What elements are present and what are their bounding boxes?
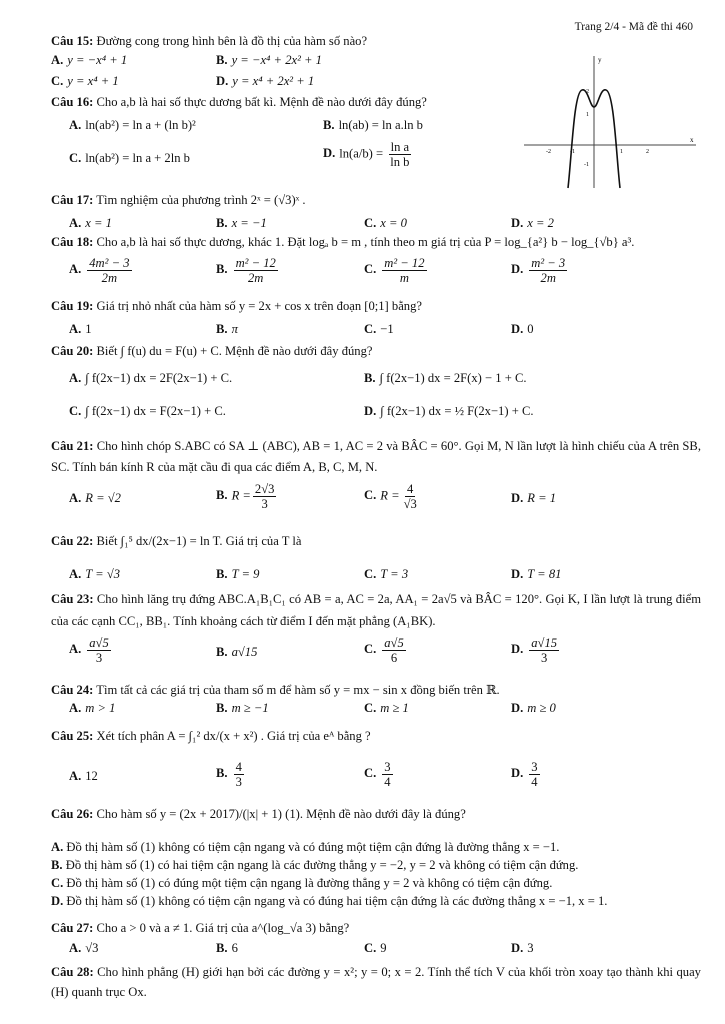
option-c[interactable]: C. x = 0 (364, 216, 407, 230)
option-d[interactable]: D. 0 (511, 322, 534, 336)
x-tick: -1 (570, 149, 575, 155)
option-a[interactable]: A. $\frac{\text{4m² − 3}}{2m}$ (69, 256, 130, 285)
option-b[interactable]: B. Đồ thị hàm số (1) có hai tiệm cận ngang là các đường thẳng y = −2, y = 2 và không có tiệm cận đứng. (51, 858, 579, 872)
question-28 (51, 962, 701, 1002)
question-label: Câu 19: (51, 299, 94, 313)
question-24 (51, 682, 701, 699)
function-graph (520, 52, 700, 190)
option-a[interactable]: A. Đồ thị hàm số (1) không có tiệm cận ngang và có đúng một tiệm cận đứng là đường thẳng x = −1. (51, 840, 560, 854)
question-text: Xét tích phân A = ∫₁² dx/(x + x²) . Giá trị của eᴬ bằng ? (96, 729, 371, 743)
question-text: Cho hình phẳng (H) giới hạn bởi các đường y = x²; y = 0; x = 2. Tính thể tích V của khối tròn xoay tạo thành khi quay (H) quanh trục Ox. (51, 965, 701, 999)
option-d[interactable]: D. T = 81 (511, 567, 562, 581)
question-label: Câu 23: (51, 592, 94, 606)
option-b[interactable]: B. ln(ab) = ln a.ln b (323, 118, 423, 132)
option-c[interactable]: C. $\frac{\text{m² − 12}}{m}$ (364, 256, 425, 285)
option-d[interactable]: D. $\frac{3}{4}$ (511, 760, 538, 789)
question-label: Câu 24: (51, 683, 94, 697)
option-a[interactable]: A. ln(ab²) = ln a + (ln b)² (69, 118, 196, 132)
option-a[interactable]: A. 12 (69, 769, 98, 783)
option-d[interactable]: D. ∫ f(2x−1) dx = ½ F(2x−1) + C. (364, 404, 534, 418)
y-axis-label: y (598, 56, 602, 64)
option-c[interactable]: C. −1 (364, 322, 394, 336)
option-b[interactable]: B. ∫ f(2x−1) dx = 2F(x) − 1 + C. (364, 371, 527, 385)
question-16 (51, 94, 701, 111)
option-b[interactable]: B. x = −1 (216, 216, 267, 230)
option-c[interactable]: C. $\frac{3}{4}$ (364, 760, 391, 789)
option-c[interactable]: C. 9 (364, 941, 387, 955)
y-tick: -1 (584, 162, 589, 168)
option-d[interactable]: D. $\frac{\text{m² − 3}}{2m}$ (511, 256, 566, 285)
option-a[interactable]: A. m > 1 (69, 701, 116, 715)
option-b[interactable]: B. y = −x⁴ + 2x² + 1 (216, 53, 322, 67)
question-label: Câu 28: (51, 965, 94, 979)
option-c[interactable]: C. ∫ f(2x−1) dx = F(2x−1) + C. (69, 404, 226, 418)
x-tick: 2 (646, 149, 649, 155)
question-label: Câu 16: (51, 95, 94, 109)
option-b[interactable]: B. $\frac{4}{3}$ (216, 760, 242, 789)
question-text: Tìm nghiệm của phương trình 2ˣ = (√3)ˣ . (96, 193, 306, 207)
question-text: Đường cong trong hình bên là đồ thị của hàm số nào? (96, 34, 368, 48)
question-label: Câu 22: (51, 534, 94, 548)
question-text: Biết ∫ f(u) du = F(u) + C. Mệnh đề nào dưới đây đúng? (96, 344, 373, 358)
question-26 (51, 806, 701, 823)
question-text: Biết ∫₁⁵ dx/(2x−1) = ln T. Giá trị của T là (96, 534, 302, 548)
x-tick: 1 (620, 149, 623, 155)
question-label: Câu 27: (51, 921, 94, 935)
question-label: Câu 15: (51, 34, 94, 48)
option-c[interactable]: C. $\frac{a√5}{6}$ (364, 636, 404, 665)
option-c[interactable]: C. T = 3 (364, 567, 409, 581)
option-d[interactable]: D. $\frac{a√15}{3}$ (511, 636, 558, 665)
option-c[interactable]: C. m ≥ 1 (364, 701, 409, 715)
question-25 (51, 728, 701, 745)
option-d[interactable]: D. R = 1 (511, 491, 557, 505)
question-text: Tìm tất cả các giá trị của tham số m để hàm số y = mx − sin x đồng biến trên ℝ. (96, 683, 500, 697)
option-c[interactable]: C. R = $\frac{4}{√3}$ (364, 482, 417, 511)
question-text: Cho a,b là hai số thực dương, khác 1. Đặt logₐ b = m , tính theo m giá trị của P = log_{a²} b − log_{√b} a³. (96, 235, 635, 249)
option-a[interactable]: A. T = √3 (69, 567, 121, 581)
question-22 (51, 533, 701, 550)
option-b[interactable]: B. a√15 (216, 645, 258, 659)
option-d[interactable]: D. m ≥ 0 (511, 701, 556, 715)
question-17 (51, 192, 505, 209)
page-header: Trang 2/4 - Mã đề thi 460 (574, 21, 693, 33)
option-b[interactable]: B. $\frac{\text{m² − 12}}{2m}$ (216, 256, 276, 285)
option-a[interactable]: A. ∫ f(2x−1) dx = 2F(2x−1) + C. (69, 371, 233, 385)
option-d[interactable]: D. Đồ thị hàm số (1) không có tiệm cận ngang và có đúng hai tiệm cận đứng là các đường thẳng x = −1, x = 1. (51, 894, 608, 908)
question-text: Cho a > 0 và a ≠ 1. Giá trị của a^(log_√a 3) bằng? (96, 921, 350, 935)
y-tick: 2 (586, 89, 589, 95)
option-d[interactable]: D. x = 2 (511, 216, 554, 230)
option-a[interactable]: A. y = −x⁴ + 1 (51, 53, 128, 67)
question-15 (51, 33, 701, 50)
option-c[interactable]: C. ln(ab²) = ln a + 2ln b (69, 151, 190, 165)
y-tick: 1 (586, 112, 589, 118)
question-text: Cho hàm số y = (2x + 2017)/(|x| + 1) (1). Mệnh đề nào dưới đây là đúng? (96, 807, 466, 821)
question-text: Cho hình lăng trụ đứng ABC.A₁B₁C₁ có AB = a, AC = 2a, AA₁ = 2a√5 và BÂC = 120°. Gọi K, I lần lượt là trung điểm của các cạnh CC₁, BB₁. Tính khoảng cách từ điểm I đến mặt phẳng (A₁BK). (51, 592, 701, 628)
x-tick: -2 (546, 149, 551, 155)
option-a[interactable]: A. √3 (69, 941, 99, 955)
question-label: Câu 20: (51, 344, 94, 358)
question-text: Giá trị nhỏ nhất của hàm số y = 2x + cos x trên đoạn [0;1] bằng? (96, 299, 422, 313)
option-a[interactable]: A. $\frac{a√5}{3}$ (69, 636, 109, 665)
option-b[interactable]: B. R = $\frac{2√3}{3}$ (216, 482, 275, 511)
x-axis-label: x (690, 136, 694, 144)
option-d[interactable]: D. y = x⁴ + 2x² + 1 (216, 74, 315, 88)
option-a[interactable]: A. x = 1 (69, 216, 112, 230)
question-label: Câu 25: (51, 729, 94, 743)
question-19 (51, 298, 701, 315)
question-text: Cho hình chóp S.ABC có SA ⊥ (ABC), AB = 1, AC = 2 và BÂC = 60°. Gọi M, N lần lượt là hình chiếu của A trên SB, SC. Tính bán kính R của mặt cầu đi qua các điểm A, B, C, M, N. (51, 439, 701, 474)
option-d[interactable]: D. ln(a/b) = $\frac{\text{ln a}}{\text{ln b}}$ (323, 140, 410, 169)
question-label: Câu 21: (51, 439, 94, 453)
question-20 (51, 343, 701, 360)
option-a[interactable]: A. R = √2 (69, 491, 121, 505)
question-27 (51, 920, 701, 937)
option-b[interactable]: B. π (216, 322, 238, 336)
question-18 (51, 234, 701, 251)
option-b[interactable]: B. T = 9 (216, 567, 260, 581)
option-b[interactable]: B. 6 (216, 941, 238, 955)
option-c[interactable]: C. y = x⁴ + 1 (51, 74, 119, 88)
question-23 (51, 588, 701, 632)
question-text: Cho a,b là hai số thực dương bất kì. Mệnh đề nào dưới đây đúng? (96, 95, 427, 109)
question-label: Câu 18: (51, 235, 94, 249)
question-label: Câu 17: (51, 193, 94, 207)
option-a[interactable]: A. 1 (69, 322, 92, 336)
question-21 (51, 436, 701, 478)
option-b[interactable]: B. m ≥ −1 (216, 701, 269, 715)
option-c[interactable]: C. Đồ thị hàm số (1) có đúng một tiệm cận ngang là đường thẳng y = 2 và không có tiệm cận đứng. (51, 876, 553, 890)
q26-options (51, 838, 701, 910)
question-label: Câu 26: (51, 807, 94, 821)
option-d[interactable]: D. 3 (511, 941, 534, 955)
